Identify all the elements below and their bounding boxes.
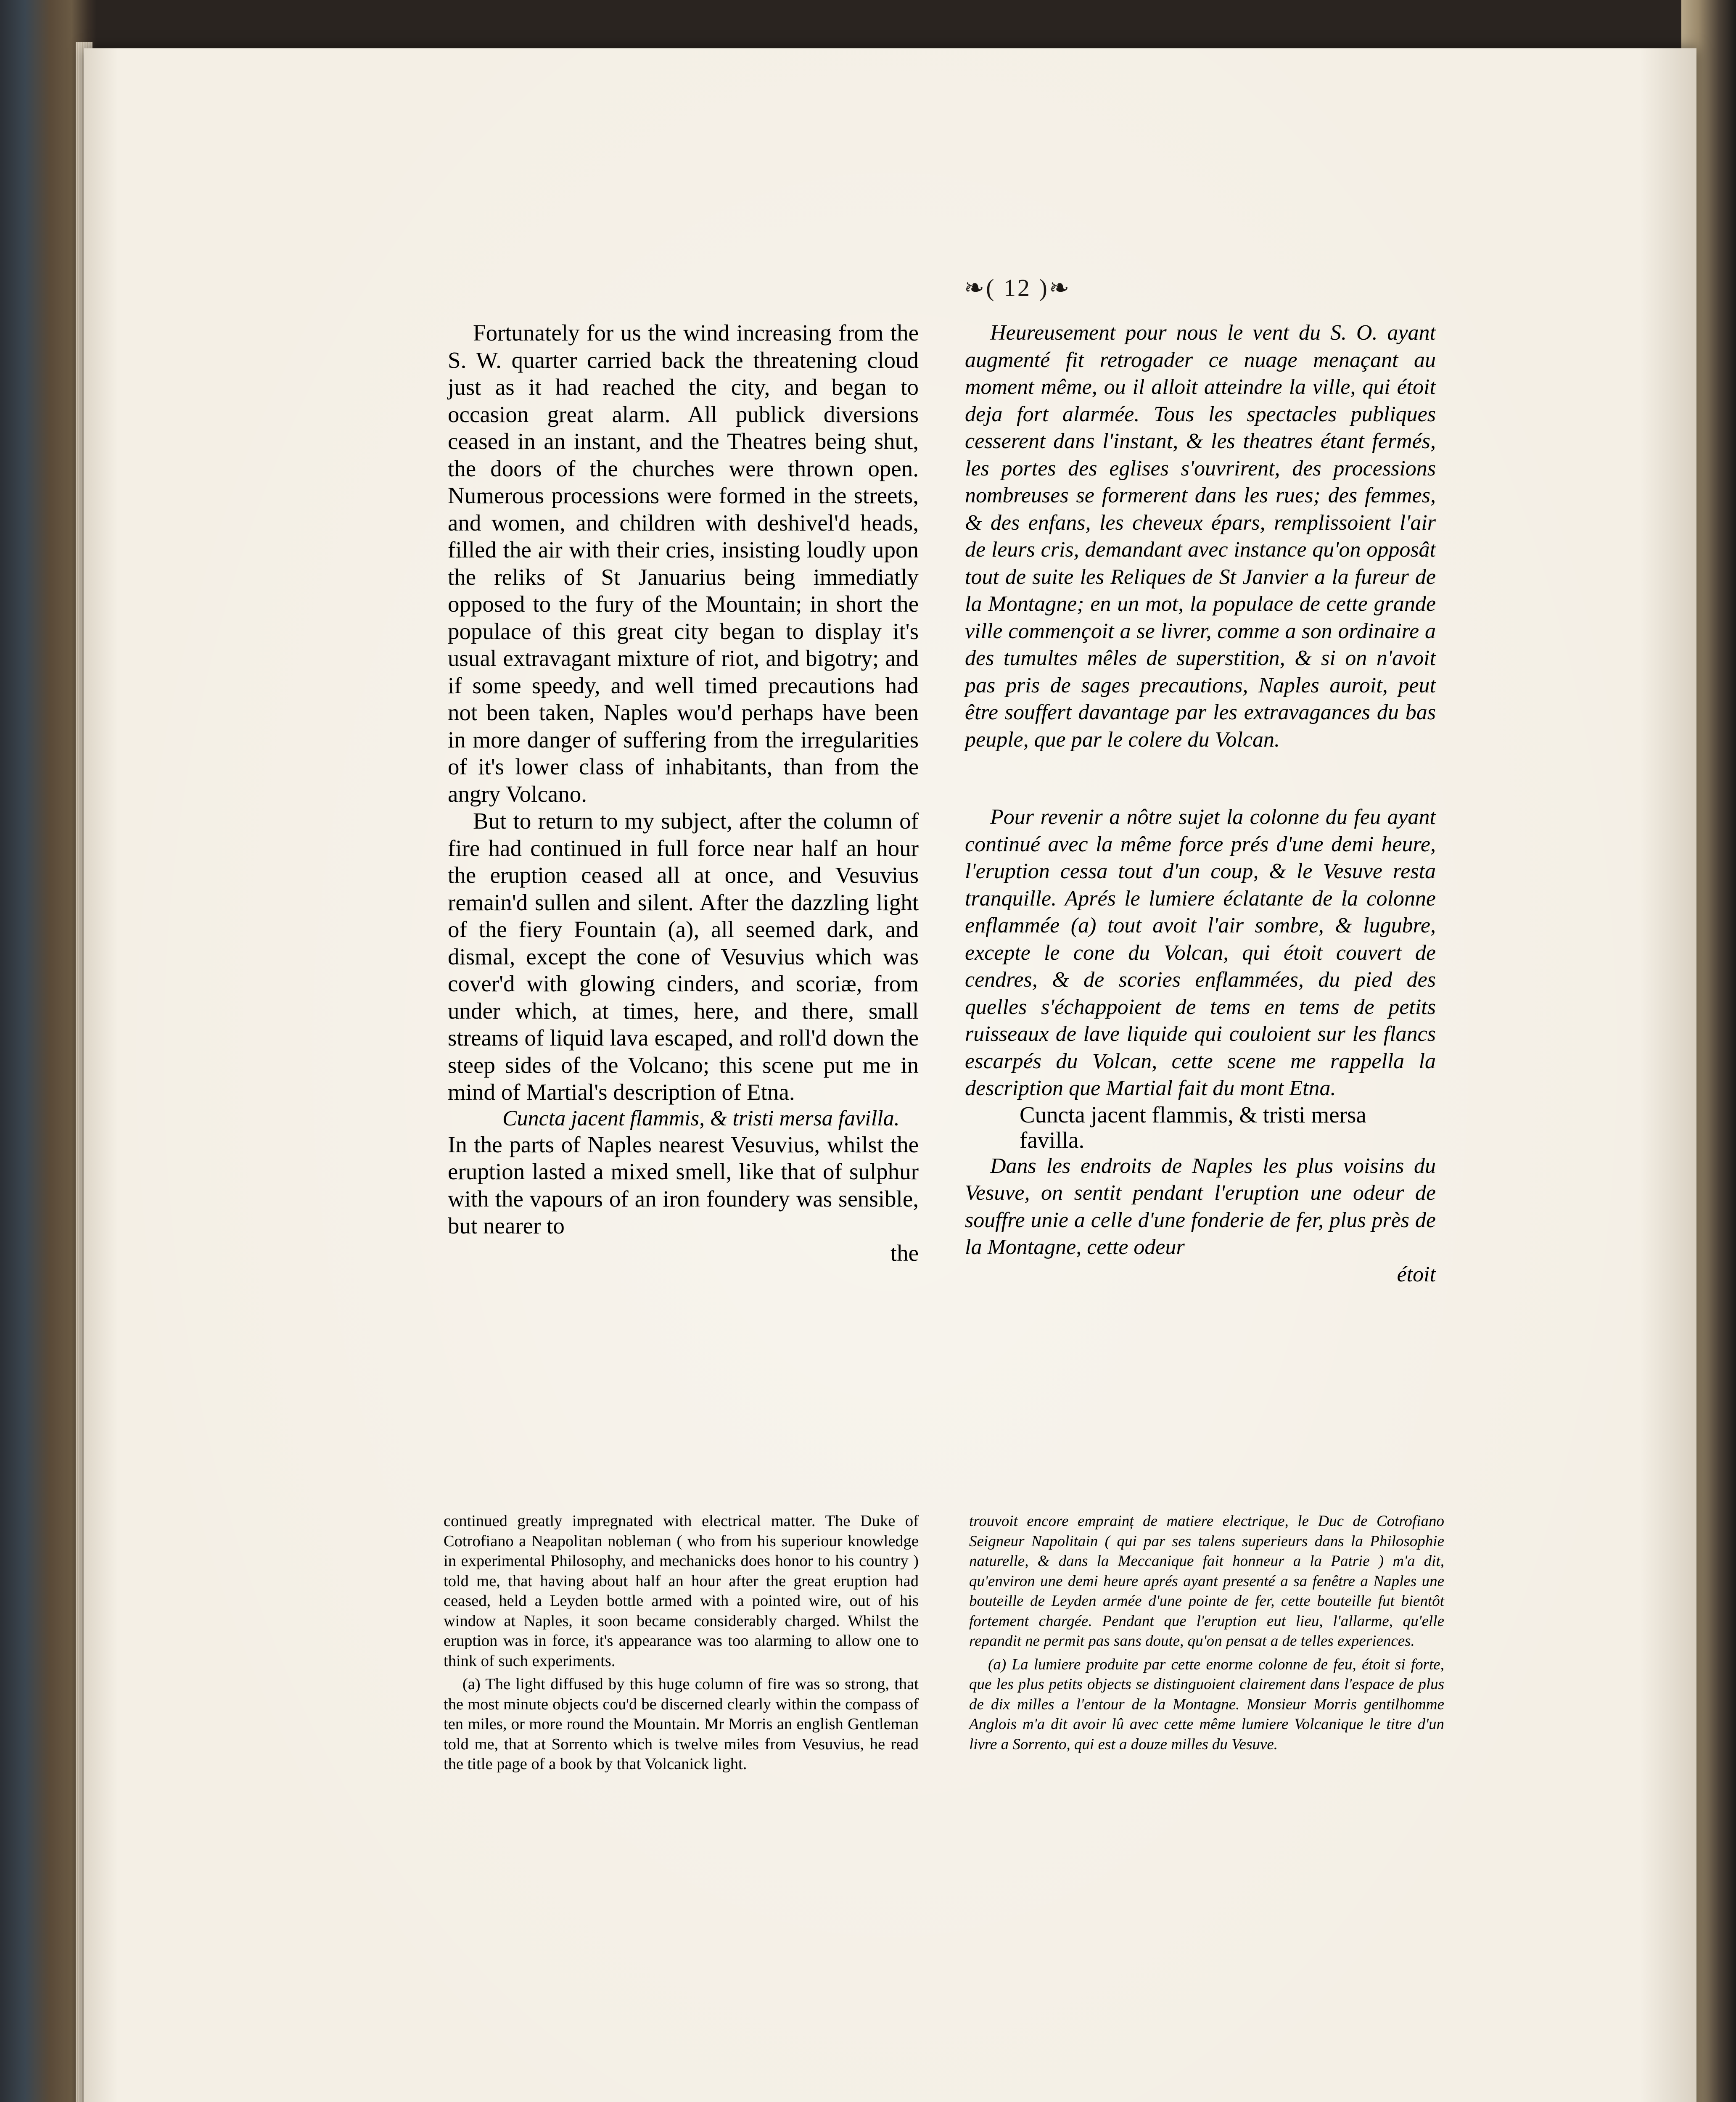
french-paragraph-gap [965, 753, 1436, 804]
french-footnote-a: (a) La lumiere produite par cette enorme colonne de feu, étoit si forte, que les plus petits objects se distinguoient clairement dans l'espace de plus de dix milles a l'entour de la Montagne. Monsieur Morris gentilhomme Anglois m'a dit avoir lû avec cette même lumiere Volcanique le titre d'un livre a Sorrento, qui est a douze milles du Vesuve. [969, 1656, 1444, 1753]
french-catchword: étoit [1397, 1262, 1436, 1286]
page-number: ❧( 12 )❧ [964, 274, 1071, 301]
english-verse-quote: Cuncta jacent flammis, & tristi mersa favilla. [502, 1106, 900, 1130]
english-paragraph-1: Fortunately for us the wind increasing from the S. W. quarter carried back the threatening cloud just as it had reached the city, and began to occasion great alarm. All publick diversions ceased in an instant, and the Theatres being shut, the doors of the churches were thrown open. Numerous processions were formed in the streets, and women, and children with deshivel'd heads, filled the air with their cries, insisting loudly upon the reliks of St Januarius being immediatly opposed to the fury of the Mountain; in short the populace of this great city began to display it's usual extravagant mixture of riot, and bigotry; and if some speedy, and well timed precautions had not been taken, Naples wou'd perhaps have been in more danger of suffering from the irregularities of it's lower class of inhabitants, than from the angry Volcano. [448, 320, 919, 807]
english-column [448, 320, 919, 1267]
french-paragraph-2: Pour revenir a nôtre sujet la colonne du feu ayant continué avec la même force prés d'une demi heure, l'eruption cessa tout d'un coup, & le Vesuve resta tranquille. Aprés le lumiere éclatante de la colonne enflammée (a) tout avoit l'air sombre, & lugubre, excepte le cone du Volcan, qui étoit couvert de cendres, & de scories enflammées, du pied des quelles s'échappoient de tems en tems de petits ruisseaux de lave liquide qui couloient sur les flancs escarpés du Volcan, cette scene me rappella la description que Martial fait du mont Etna. [965, 805, 1436, 1100]
french-paragraph-1: Heureusement pour nous le vent du S. O. ayant augmenté fit retrogader ce nuage menaçant au moment même, ou il alloit atteindre la ville, qui étoit deja fort alarmée. Tous les spectacles publiques cesserent dans l'instant, & les theatres étant fermés, les portes des eglises s'ouvrirent, des processions nombreuses se formerent dans les rues; des femmes, & des enfans, les cheveux épars, remplissoient l'air de leurs cris, demandant avec instance qu'on opposât tout de suite les Reliques de St Janvier a la fureur de la Montagne; en un mot, la populace de cette grande ville commençoit a se livrer, comme a son ordinaire a des tumultes mêles de superstition, & si on n'avoit pas pris de sages precautions, Naples auroit, peut être souffert davantage par les extravagances du bas peuple, que par le colere du Volcan. [965, 321, 1436, 752]
english-footnote-continued: continued greatly impregnated with electrical matter. The Duke of Cotrofiano a Neapolitan nobleman ( who from his superiour knowledge in experimental Philosophy, and mechanicks does honor to his country ) told me, that having about half an hour after the great eruption had ceased, held a Leyden bottle armed with a pointed wire, out of his window at Naples, it soon became considerably charged. Whilst the eruption was in force, it's appearance was too alarming to allow one to think of such experiments. [444, 1512, 919, 1670]
french-verse-quote: Cuncta jacent flammis, & tristi mersa favilla. [1020, 1101, 1366, 1153]
french-footnotes [969, 1511, 1444, 1754]
french-footnote-continued: trouvoit encore emprainț de matiere electrique, le Duc de Cotrofiano Seigneur Napolitain ( qui par ses talens superieurs dans la Philosophie naturelle, & dans la Meccanique fait honneur a la Patrie ) m'a dit, qu'environ une demi heure aprés ayant presenté a sa fenêtre a Naples une bouteille de Leyden armée d'une pointe de fer, cette bouteille fut bientôt fortement chargée. Pendant que l'eruption eut lieu, l'allarme, qu'elle repandit ne permit pas sans doute, qu'on pensat a de telles experiences. [969, 1513, 1444, 1650]
french-column [965, 320, 1436, 1288]
french-paragraph-3: Dans les endroits de Naples les plus voisins du Vesuve, on sentit pendant l'eruption une odeur de souffre unie a celle d'une fonderie de fer, plus près de la Montagne, cette odeur [965, 1154, 1436, 1259]
english-footnote-a: (a) The light diffused by this huge column of fire was so strong, that the most minute objects cou'd be discerned clearly within the compass of ten miles, or more round the Mountain. Mr Morris an english Gentleman told me, that at Sorrento which is twelve miles from Vesuvius, he read the title page of a book by that Volcanick light. [444, 1675, 919, 1773]
english-catchword: the [890, 1240, 919, 1266]
english-footnotes [444, 1511, 919, 1775]
english-paragraph-2: But to return to my subject, after the column of fire had continued in full force near half an hour the eruption ceased all at once, and Vesuvius remain'd sullen and silent. After the dazzling light of the fiery Fountain (a), all seemed dark, and dismal, except the cone of Vesuvius which was cover'd with glowing cinders, and scoriæ, from under which, at times, here, and there, small streams of liquid lava escaped, and roll'd down the steep sides of the Volcano; this scene put me in mind of Martial's description of Etna. [448, 808, 919, 1105]
english-paragraph-3: In the parts of Naples nearest Vesuvius, whilst the eruption lasted a mixed smell, like that of sulphur with the vapours of an iron foundery was sensible, but nearer to [448, 1131, 919, 1238]
